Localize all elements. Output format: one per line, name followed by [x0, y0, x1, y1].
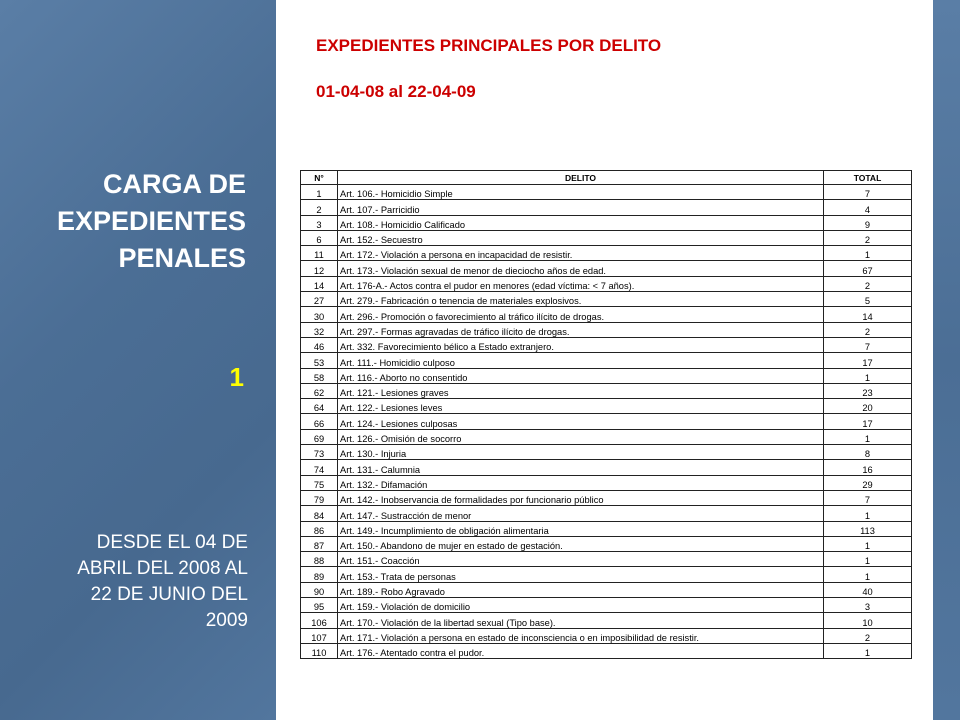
row-total: 9	[824, 215, 912, 230]
table-row	[301, 246, 912, 261]
row-number: 75	[301, 475, 338, 490]
row-number: 86	[301, 521, 338, 536]
slide-heading	[0, 166, 246, 277]
table-header-row	[301, 171, 912, 185]
row-number: 87	[301, 536, 338, 551]
table-row	[301, 445, 912, 460]
row-total: 8	[824, 445, 912, 460]
row-number: 6	[301, 230, 338, 245]
row-delito: Art. 107.- Parricidio	[338, 200, 824, 215]
table-row	[301, 567, 912, 582]
row-delito: Art. 111.- Homicidio culposo	[338, 353, 824, 368]
row-total: 7	[824, 185, 912, 200]
row-delito: Art. 124.- Lesiones culposas	[338, 414, 824, 429]
row-total: 1	[824, 246, 912, 261]
right-strip	[933, 0, 960, 720]
row-total: 40	[824, 582, 912, 597]
row-number: 74	[301, 460, 338, 475]
table-row	[301, 429, 912, 444]
row-delito: Art. 116.- Aborto no consentido	[338, 368, 824, 383]
row-delito: Art. 142.- Inobservancia de formalidades por funcionario público	[338, 490, 824, 505]
row-total: 10	[824, 613, 912, 628]
row-total: 67	[824, 261, 912, 276]
table-row	[301, 230, 912, 245]
heading-line: PENALES	[118, 243, 246, 273]
row-delito: Art. 122.- Lesiones leves	[338, 399, 824, 414]
row-delito: Art. 176.- Atentado contra el pudor.	[338, 643, 824, 658]
table-row	[301, 215, 912, 230]
row-delito: Art. 170.- Violación de la libertad sexual (Tipo base).	[338, 613, 824, 628]
period-line: ABRIL DEL 2008 AL	[77, 558, 248, 579]
row-total: 7	[824, 490, 912, 505]
row-number: 14	[301, 276, 338, 291]
row-total: 14	[824, 307, 912, 322]
row-number: 32	[301, 322, 338, 337]
row-total: 113	[824, 521, 912, 536]
row-delito: Art. 151.- Coacción	[338, 552, 824, 567]
table-row	[301, 383, 912, 398]
row-number: 84	[301, 506, 338, 521]
row-number: 2	[301, 200, 338, 215]
row-total: 1	[824, 506, 912, 521]
row-total: 20	[824, 399, 912, 414]
table-row	[301, 322, 912, 337]
row-number: 69	[301, 429, 338, 444]
page-title: EXPEDIENTES PRINCIPALES POR DELITO	[316, 36, 662, 55]
row-number: 12	[301, 261, 338, 276]
table-row	[301, 353, 912, 368]
row-number: 27	[301, 292, 338, 307]
row-total: 17	[824, 414, 912, 429]
row-total: 1	[824, 552, 912, 567]
row-total: 2	[824, 230, 912, 245]
row-number: 88	[301, 552, 338, 567]
row-number: 73	[301, 445, 338, 460]
row-total: 29	[824, 475, 912, 490]
row-delito: Art. 297.- Formas agravadas de tráfico ilícito de drogas.	[338, 322, 824, 337]
row-number: 58	[301, 368, 338, 383]
header-delito: DELITO	[338, 171, 824, 185]
row-number: 3	[301, 215, 338, 230]
row-number: 110	[301, 643, 338, 658]
header-total: TOTAL	[824, 171, 912, 185]
heading-line: EXPEDIENTES	[56, 206, 246, 236]
row-total: 16	[824, 460, 912, 475]
row-delito: Art. 172.- Violación a persona en incapacidad de resistir.	[338, 246, 824, 261]
row-delito: Art. 176-A.- Actos contra el pudor en menores (edad víctima: < 7 años).	[338, 276, 824, 291]
table-row	[301, 307, 912, 322]
table-row	[301, 643, 912, 658]
row-delito: Art. 171.- Violación a persona en estado de inconsciencia o en imposibilidad de resistir.	[338, 628, 824, 643]
row-delito: Art. 126.- Omisión de socorro	[338, 429, 824, 444]
row-number: 79	[301, 490, 338, 505]
table-row	[301, 613, 912, 628]
table-row	[301, 490, 912, 505]
row-total: 1	[824, 368, 912, 383]
row-delito: Art. 106.- Homicidio Simple	[338, 185, 824, 200]
row-delito: Art. 147.- Sustracción de menor	[338, 506, 824, 521]
row-delito: Art. 279.- Fabricación o tenencia de materiales explosivos.	[338, 292, 824, 307]
table-row	[301, 200, 912, 215]
row-number: 107	[301, 628, 338, 643]
row-delito: Art. 153.- Trata de personas	[338, 567, 824, 582]
row-total: 2	[824, 628, 912, 643]
row-number: 46	[301, 337, 338, 352]
row-total: 1	[824, 643, 912, 658]
period-line: DESDE EL 04 DE	[96, 532, 248, 553]
row-delito: Art. 132.- Difamación	[338, 475, 824, 490]
period-line: 2009	[205, 610, 248, 631]
row-number: 106	[301, 613, 338, 628]
row-number: 30	[301, 307, 338, 322]
table-row	[301, 337, 912, 352]
row-delito: Art. 108.- Homicidio Calificado	[338, 215, 824, 230]
row-total: 1	[824, 429, 912, 444]
table-row	[301, 536, 912, 551]
row-total: 23	[824, 383, 912, 398]
table-row	[301, 399, 912, 414]
row-delito: Art. 131.- Calumnia	[338, 460, 824, 475]
row-delito: Art. 173.- Violación sexual de menor de dieciocho años de edad.	[338, 261, 824, 276]
table-row	[301, 552, 912, 567]
table-row	[301, 628, 912, 643]
header-number: N°	[301, 171, 338, 185]
row-total: 4	[824, 200, 912, 215]
table-row	[301, 598, 912, 613]
row-delito: Art. 150.- Abandono de mujer en estado de gestación.	[338, 536, 824, 551]
row-delito: Art. 332. Favorecimiento bélico a Estado extranjero.	[338, 337, 824, 352]
row-total: 5	[824, 292, 912, 307]
crimes-table	[300, 170, 912, 659]
period-text	[8, 530, 248, 634]
row-number: 64	[301, 399, 338, 414]
row-delito: Art. 130.- Injuria	[338, 445, 824, 460]
table-row	[301, 460, 912, 475]
table-row	[301, 261, 912, 276]
row-total: 7	[824, 337, 912, 352]
table-row	[301, 506, 912, 521]
table-row	[301, 475, 912, 490]
table-row	[301, 276, 912, 291]
period-line: 22 DE JUNIO DEL	[90, 584, 248, 605]
row-number: 62	[301, 383, 338, 398]
heading-line: CARGA DE	[102, 169, 246, 199]
row-total: 1	[824, 536, 912, 551]
row-total: 1	[824, 567, 912, 582]
row-delito: Art. 121.- Lesiones graves	[338, 383, 824, 398]
table-row	[301, 292, 912, 307]
table-row	[301, 582, 912, 597]
table-row	[301, 185, 912, 200]
page-number: 1	[229, 362, 244, 392]
date-range: 01-04-08 al 22-04-09	[316, 82, 476, 101]
table-row	[301, 368, 912, 383]
table-row	[301, 414, 912, 429]
row-number: 95	[301, 598, 338, 613]
row-number: 89	[301, 567, 338, 582]
row-delito: Art. 152.- Secuestro	[338, 230, 824, 245]
row-delito: Art. 159.- Violación de domicilio	[338, 598, 824, 613]
row-delito: Art. 189.- Robo Agravado	[338, 582, 824, 597]
row-total: 2	[824, 322, 912, 337]
row-number: 1	[301, 185, 338, 200]
row-number: 90	[301, 582, 338, 597]
row-number: 11	[301, 246, 338, 261]
row-total: 17	[824, 353, 912, 368]
row-number: 66	[301, 414, 338, 429]
row-number: 53	[301, 353, 338, 368]
table-row	[301, 521, 912, 536]
row-total: 3	[824, 598, 912, 613]
row-delito: Art. 149.- Incumplimiento de obligación alimentaria	[338, 521, 824, 536]
row-total: 2	[824, 276, 912, 291]
row-delito: Art. 296.- Promoción o favorecimiento al tráfico ilícito de drogas.	[338, 307, 824, 322]
